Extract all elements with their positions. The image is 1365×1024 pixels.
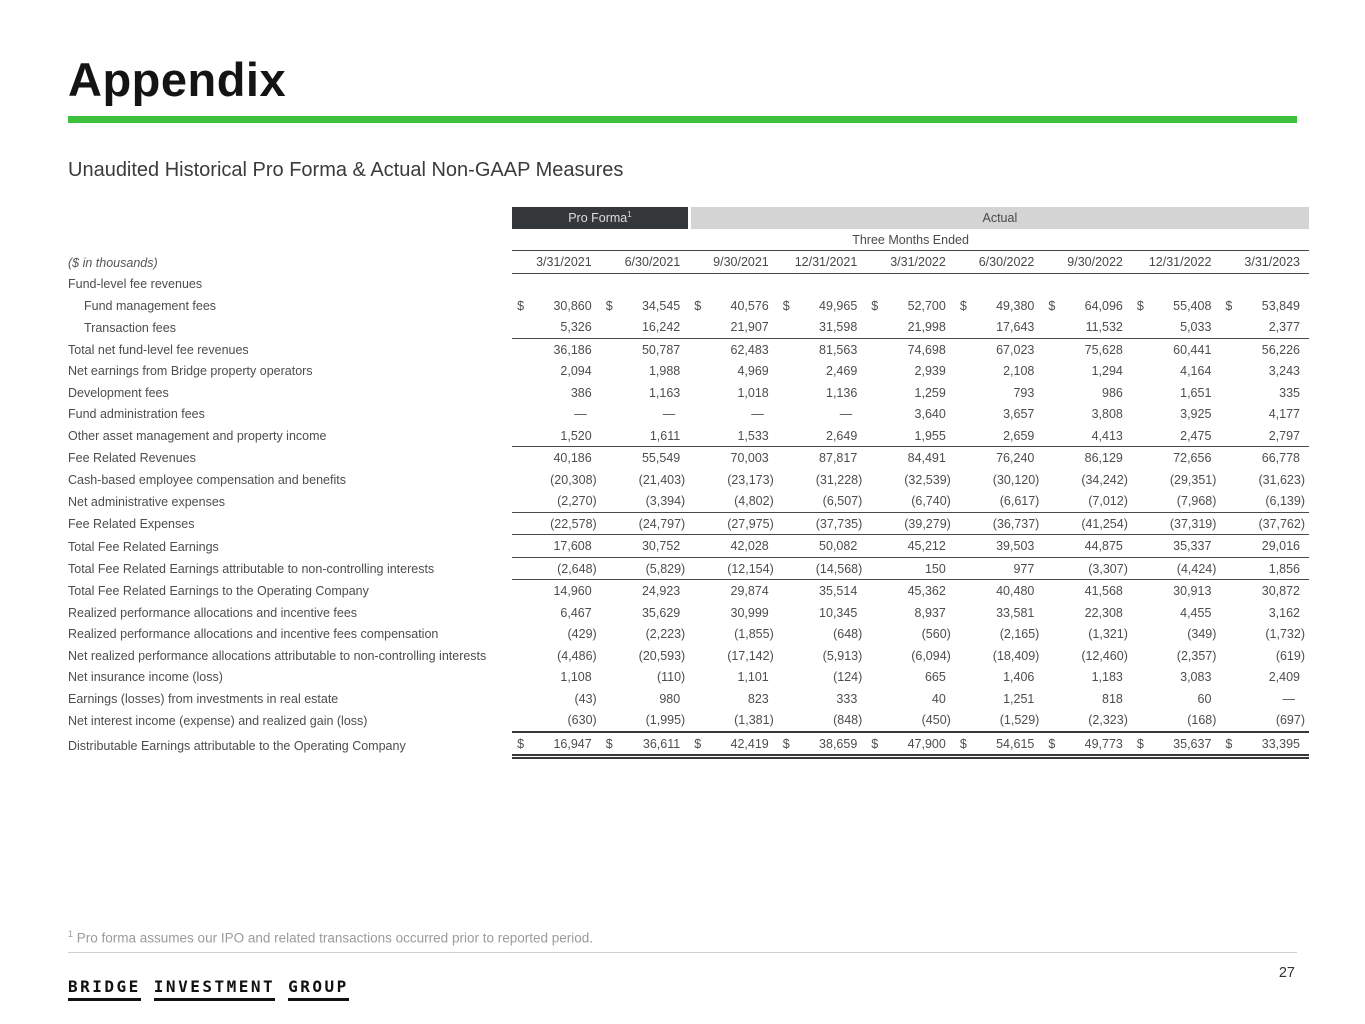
- cell-value: $ 52,700: [871, 298, 946, 313]
- cell-value: 60: [1197, 691, 1212, 706]
- cell-value: 50,787: [641, 342, 681, 357]
- cell-value: 84,491: [907, 451, 946, 466]
- cell-value: 30,752: [601, 535, 690, 558]
- cell-value: (3,394): [601, 490, 690, 512]
- cell-value: (3,307): [1043, 557, 1132, 580]
- cell-value: (37,735): [778, 512, 867, 535]
- cell-value: 3,243: [1268, 364, 1300, 379]
- cell-value: (2,165): [999, 627, 1040, 642]
- cell-value: (848): [833, 713, 863, 728]
- row-label: Fund-level fee revenues: [68, 277, 203, 292]
- cell-value: (14,568): [778, 557, 867, 580]
- cell-value: 6,467: [560, 605, 592, 620]
- cell-value: 50,082: [778, 535, 867, 558]
- cell-value: 1,611: [601, 425, 690, 447]
- cell-value: (32,539): [904, 472, 951, 487]
- cell-value: 2,659: [955, 425, 1044, 447]
- cell-value: 67,023: [996, 342, 1035, 357]
- row-label: Total Fee Related Earnings: [68, 539, 219, 554]
- table-row: [68, 580, 1309, 602]
- column-header-row: [68, 251, 1309, 274]
- cell-value: 1,101: [737, 670, 769, 685]
- table-row: [68, 469, 1309, 491]
- cell-value: $ 55,408: [1136, 298, 1212, 313]
- cell-value: (22,578): [512, 512, 601, 535]
- cell-value: (20,308): [550, 472, 597, 487]
- cell-value: 39,503: [955, 535, 1044, 558]
- cell-value: 333: [836, 691, 858, 706]
- cell-value: 36,186: [553, 342, 592, 357]
- table-row: [68, 338, 1309, 360]
- cell-value: 14,960: [553, 584, 592, 599]
- cell-value: 30,999: [730, 605, 769, 620]
- cell-value: $ 47,900: [866, 732, 955, 757]
- cell-value: (17,142): [727, 648, 774, 663]
- logo-word: GROUP: [288, 977, 349, 1001]
- cell-value: 665: [924, 670, 946, 685]
- cell-value: (168): [1187, 713, 1217, 728]
- cell-value: 45,362: [907, 584, 946, 599]
- table-row: [68, 360, 1309, 382]
- cell-value: 24,923: [641, 584, 681, 599]
- cell-value: 1,988: [648, 364, 681, 379]
- table-row: [68, 732, 1309, 757]
- cell-value: 2,108: [1003, 364, 1035, 379]
- cell-value: $ 38,659: [778, 732, 867, 757]
- cell-value: 11,532: [1043, 316, 1132, 338]
- cell-value: (27,975): [689, 512, 778, 535]
- cell-value: 5,033: [1132, 316, 1221, 338]
- cell-value: 3,808: [1091, 407, 1123, 422]
- cell-value: 30,872: [1261, 584, 1300, 599]
- cell-value: 4,455: [1180, 605, 1212, 620]
- column-header: 12/31/2021: [778, 251, 867, 274]
- cell-value: 81,563: [819, 342, 858, 357]
- cell-value: 45,212: [866, 535, 955, 558]
- period-header: Three Months Ended: [512, 229, 1309, 251]
- cell-value: 986: [1102, 385, 1123, 400]
- cell-value: 87,817: [819, 451, 858, 466]
- cell-value: 76,240: [996, 451, 1035, 466]
- cell-value: (31,623): [1258, 472, 1305, 487]
- row-label: Realized performance allocations and incentive fees: [68, 605, 358, 620]
- cell-value: (6,740): [866, 490, 955, 512]
- cell-value: (24,797): [601, 512, 690, 535]
- group-header-row: [68, 207, 1309, 229]
- cell-value: 40: [931, 691, 946, 706]
- subtitle: Unaudited Historical Pro Forma & Actual Non-GAAP Measures: [68, 159, 624, 181]
- table-row: [68, 382, 1309, 404]
- cell-value: (7,012): [1043, 490, 1132, 512]
- cell-value: 70,003: [730, 451, 769, 466]
- page-number: 27: [1278, 965, 1295, 981]
- cell-value: 17,643: [955, 316, 1044, 338]
- cell-value: 31,598: [778, 316, 867, 338]
- cell-value: $ 40,576: [694, 298, 769, 313]
- cell-value: $ 35,637: [1132, 732, 1221, 757]
- cell-value: (450): [921, 713, 951, 728]
- cell-value: (1,529): [999, 713, 1040, 728]
- cell-value: (4,486): [557, 648, 597, 663]
- cell-value: 4,164: [1180, 364, 1212, 379]
- cell-value: (41,254): [1043, 512, 1132, 535]
- cell-value: (1,321): [1088, 627, 1128, 642]
- cell-value: (630): [567, 713, 597, 728]
- cell-value: (12,154): [689, 557, 778, 580]
- table-row: [68, 490, 1309, 512]
- logo-word: BRIDGE: [68, 977, 141, 1001]
- footnote-text: Pro forma assumes our IPO and related transactions occurred prior to reported period.: [73, 930, 594, 946]
- cell-value: 1,183: [1091, 670, 1123, 685]
- cell-value: (648): [833, 627, 863, 642]
- cell-value: 40,480: [996, 584, 1035, 599]
- cell-value: 1,294: [1091, 364, 1123, 379]
- table-row: [68, 316, 1309, 338]
- table-row: [68, 602, 1309, 624]
- column-header: 12/31/2022: [1132, 251, 1221, 274]
- column-header: 9/30/2022: [1043, 251, 1132, 274]
- cell-value: (124): [833, 670, 863, 685]
- cell-value: (1,732): [1265, 627, 1305, 642]
- cell-value: 35,337: [1132, 535, 1221, 558]
- cell-value: (697): [1275, 713, 1305, 728]
- cell-value: $ 30,860: [517, 298, 592, 313]
- cell-value: 41,568: [1084, 584, 1123, 599]
- cell-value: (43): [574, 691, 597, 706]
- cell-value: 793: [1013, 385, 1035, 400]
- cell-value: 16,242: [601, 316, 690, 338]
- cell-value: $ 49,380: [959, 298, 1035, 313]
- table-row: [68, 512, 1309, 535]
- row-label: Earnings (losses) from investments in real estate: [68, 691, 339, 706]
- cell-value: (4,802): [689, 490, 778, 512]
- cell-value: 386: [570, 385, 592, 400]
- cell-value: 1,251: [1003, 691, 1035, 706]
- cell-value: 1,018: [737, 385, 769, 400]
- cell-value: $ 42,419: [689, 732, 778, 757]
- cell-value: (2,357): [1176, 648, 1217, 663]
- row-label: Realized performance allocations and incentive fees compensation: [68, 627, 439, 642]
- row-label: Net earnings from Bridge property operators: [68, 364, 313, 379]
- cell-value: (1,855): [734, 627, 774, 642]
- page-title: Appendix: [68, 53, 287, 106]
- cell-value: 3,162: [1268, 605, 1300, 620]
- row-label: Other asset management and property income: [68, 429, 327, 444]
- cell-value: (12,460): [1081, 648, 1128, 663]
- row-label: Net insurance income (loss): [68, 670, 223, 685]
- cell-value: 977: [955, 557, 1044, 580]
- cell-value: (39,279): [866, 512, 955, 535]
- cell-value: (6,617): [955, 490, 1044, 512]
- table-row: [68, 273, 1309, 295]
- table-row: [68, 666, 1309, 688]
- row-label: Distributable Earnings attributable to the Operating Company: [68, 739, 406, 754]
- cell-value: 2,649: [778, 425, 867, 447]
- cell-value: 980: [659, 691, 681, 706]
- cell-value: —: [751, 407, 764, 422]
- cell-value: (6,507): [778, 490, 867, 512]
- cell-value: 30,913: [1173, 584, 1212, 599]
- cell-value: 2,797: [1220, 425, 1309, 447]
- cell-value: 42,028: [689, 535, 778, 558]
- cell-value: 5,326: [512, 316, 601, 338]
- footnote: [68, 929, 593, 946]
- cell-value: 3,925: [1180, 407, 1212, 422]
- cell-value: (34,242): [1081, 472, 1128, 487]
- table-row: [68, 557, 1309, 580]
- row-label: Total Fee Related Earnings attributable to non-controlling interests: [68, 562, 435, 577]
- cell-value: 56,226: [1261, 342, 1300, 357]
- cell-value: —: [662, 407, 676, 422]
- cell-value: 1,533: [689, 425, 778, 447]
- cell-value: $ 53,849: [1225, 298, 1300, 313]
- cell-value: (6,139): [1220, 490, 1309, 512]
- cell-value: 8,937: [914, 605, 946, 620]
- cell-value: 1,520: [512, 425, 601, 447]
- row-label: Total Fee Related Earnings to the Operating Company: [68, 584, 369, 599]
- cell-value: 55,549: [641, 451, 681, 466]
- cell-value: 2,939: [914, 364, 946, 379]
- cell-value: 818: [1102, 691, 1123, 706]
- cell-value: (2,270): [512, 490, 601, 512]
- cell-value: 3,083: [1180, 670, 1212, 685]
- cell-value: 1,108: [560, 670, 592, 685]
- cell-value: 2,475: [1132, 425, 1221, 447]
- cell-value: 2,377: [1220, 316, 1309, 338]
- cell-value: 335: [1279, 385, 1300, 400]
- column-header: 3/31/2022: [866, 251, 955, 274]
- cell-value: 4,413: [1043, 425, 1132, 447]
- actual-header: Actual: [689, 207, 1309, 229]
- cell-value: 2,094: [560, 364, 592, 379]
- cell-value: $ 16,947: [512, 732, 601, 757]
- cell-value: 3,640: [914, 407, 946, 422]
- cell-value: (2,223): [645, 627, 686, 642]
- cell-value: 74,698: [907, 342, 946, 357]
- cell-value: (1,995): [645, 713, 686, 728]
- cell-value: —: [1282, 691, 1295, 706]
- cell-value: $ 34,545: [605, 298, 681, 313]
- table-row: [68, 535, 1309, 558]
- units-label: ($ in thousands): [68, 255, 158, 270]
- cell-value: 29,016: [1220, 535, 1309, 558]
- row-label: Cash-based employee compensation and benefits: [68, 472, 346, 487]
- cell-value: 1,163: [648, 385, 681, 400]
- cell-value: (18,409): [992, 648, 1040, 663]
- footnote-divider: [68, 952, 1297, 953]
- cell-value: 40,186: [553, 451, 592, 466]
- cell-value: (429): [567, 627, 597, 642]
- row-label: Fee Related Expenses: [68, 517, 195, 532]
- brand-logo: [68, 977, 349, 1001]
- table-row: [68, 688, 1309, 710]
- row-label: Fund management fees: [84, 298, 217, 313]
- cell-value: $ 49,773: [1043, 732, 1132, 757]
- table-row: [68, 425, 1309, 447]
- row-label: Fee Related Revenues: [68, 451, 196, 466]
- cell-value: 150: [866, 557, 955, 580]
- cell-value: (37,319): [1132, 512, 1221, 535]
- cell-value: —: [839, 407, 853, 422]
- cell-value: 823: [747, 691, 769, 706]
- cell-value: 1,955: [866, 425, 955, 447]
- cell-value: (5,913): [822, 648, 863, 663]
- cell-value: (36,737): [955, 512, 1044, 535]
- title-rule: [68, 116, 1297, 123]
- cell-value: (2,323): [1088, 713, 1128, 728]
- cell-value: (20,593): [638, 648, 686, 663]
- cell-value: 72,656: [1173, 451, 1212, 466]
- cell-value: 21,998: [866, 316, 955, 338]
- table-row: [68, 709, 1309, 732]
- cell-value: (23,173): [727, 472, 774, 487]
- cell-value: (29,351): [1169, 472, 1217, 487]
- row-label: Development fees: [68, 385, 169, 400]
- cell-value: 86,129: [1084, 451, 1123, 466]
- logo-word: INVESTMENT: [154, 977, 275, 1001]
- cell-value: 17,608: [512, 535, 601, 558]
- cell-value: (37,762): [1220, 512, 1309, 535]
- cell-value: (619): [1275, 648, 1305, 663]
- cell-value: (5,829): [601, 557, 690, 580]
- cell-value: 10,345: [819, 605, 858, 620]
- table-row: [68, 623, 1309, 645]
- footnote-superscript: 1: [68, 929, 74, 939]
- cell-value: 1,856: [1220, 557, 1309, 580]
- row-label: Transaction fees: [84, 320, 176, 335]
- cell-value: 21,907: [689, 316, 778, 338]
- column-header: 6/30/2022: [955, 251, 1044, 274]
- column-header: 6/30/2021: [601, 251, 690, 274]
- cell-value: 44,875: [1043, 535, 1132, 558]
- cell-value: 2,469: [826, 364, 858, 379]
- cell-value: 2,409: [1268, 670, 1300, 685]
- period-header-row: [68, 229, 1309, 251]
- cell-value: (6,094): [911, 648, 951, 663]
- cell-value: (7,968): [1132, 490, 1221, 512]
- row-label: Net realized performance allocations attributable to non-controlling interests: [68, 648, 487, 663]
- cell-value: (21,403): [638, 472, 686, 487]
- cell-value: 75,628: [1084, 342, 1123, 357]
- cell-value: $ 64,096: [1048, 298, 1123, 313]
- cell-value: $ 54,615: [955, 732, 1044, 757]
- column-header: 9/30/2021: [689, 251, 778, 274]
- cell-value: 35,629: [641, 605, 681, 620]
- row-label: Fund administration fees: [68, 407, 205, 422]
- cell-value: 60,441: [1173, 342, 1212, 357]
- cell-value: 4,969: [737, 364, 769, 379]
- cell-value: (31,228): [815, 472, 863, 487]
- cell-value: (349): [1187, 627, 1217, 642]
- column-header: 3/31/2021: [512, 251, 601, 274]
- cell-value: $ 33,395: [1220, 732, 1309, 757]
- table-row: [68, 403, 1309, 425]
- cell-value: (4,424): [1132, 557, 1221, 580]
- cell-value: 1,406: [1003, 670, 1035, 685]
- cell-value: (560): [921, 627, 951, 642]
- cell-value: 4,177: [1268, 407, 1300, 422]
- cell-value: 3,657: [1003, 407, 1035, 422]
- cell-value: (2,648): [512, 557, 601, 580]
- table-row: [68, 295, 1309, 317]
- row-label: Net administrative expenses: [68, 494, 226, 509]
- cell-value: 62,483: [730, 342, 769, 357]
- column-header: 3/31/2023: [1220, 251, 1309, 274]
- cell-value: (30,120): [992, 472, 1040, 487]
- table-row: [68, 645, 1309, 667]
- cell-value: 1,651: [1180, 385, 1212, 400]
- cell-value: $ 49,965: [782, 298, 858, 313]
- row-label: Net interest income (expense) and realized gain (loss): [68, 714, 368, 729]
- financial-table: [68, 207, 1309, 759]
- proforma-header: Pro Forma$^1$: [512, 207, 689, 229]
- cell-value: $ 36,611: [601, 732, 690, 757]
- cell-value: 1,259: [914, 385, 946, 400]
- cell-value: 29,874: [730, 584, 769, 599]
- cell-value: (1,381): [734, 713, 774, 728]
- table-row: [68, 447, 1309, 469]
- cell-value: 33,581: [996, 605, 1035, 620]
- cell-value: 35,514: [819, 584, 858, 599]
- cell-value: —: [574, 407, 587, 422]
- cell-value: 1,136: [826, 385, 858, 400]
- cell-value: (110): [656, 670, 686, 685]
- cell-value: 66,778: [1261, 451, 1300, 466]
- cell-value: 22,308: [1084, 605, 1123, 620]
- row-label: Total net fund-level fee revenues: [68, 342, 249, 357]
